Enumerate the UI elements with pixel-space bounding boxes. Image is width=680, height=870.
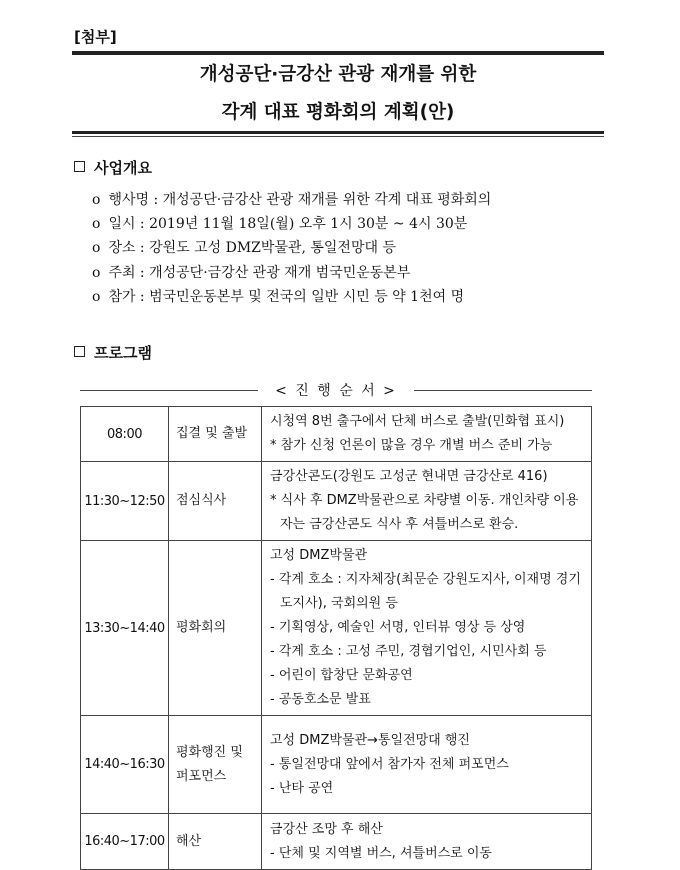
name-cell: 점심식사 xyxy=(169,462,262,541)
desc-cell: 금강산 조망 후 해산 - 단체 및 지역별 버스, 셔틀버스로 이동 xyxy=(262,814,592,870)
table-row xyxy=(81,462,592,541)
program-table-title: < 진 행 순 서 > xyxy=(275,383,397,399)
name-cell: 해산 xyxy=(169,814,262,870)
overview-item: o 행사명 : 개성공단·금강산 관광 재개를 위한 각계 대표 평화회의 xyxy=(92,192,492,208)
title-rule-top xyxy=(72,51,604,55)
table-row xyxy=(81,814,592,870)
overview-heading xyxy=(74,157,152,178)
overview-item: o 주최 : 개성공단·금강산 관광 재개 범국민운동본부 xyxy=(92,265,411,281)
overview-item: o 일시 : 2019년 11월 18일(월) 오후 1시 30분 ~ 4시 30분 xyxy=(92,216,468,232)
name-cell: 평화행진 및 퍼포먼스 xyxy=(169,716,262,814)
name-cell: 평화회의 xyxy=(169,541,262,716)
program-heading xyxy=(74,342,152,363)
square-bullet-icon xyxy=(74,346,85,357)
time-cell: 11:30~12:50 xyxy=(81,462,169,541)
title-line-1: 개성공단·금강산 관광 재개를 위한 xyxy=(199,64,477,85)
overview-item: o 참가 : 범국민운동본부 및 전국의 일반 시민 등 약 1천여 명 xyxy=(92,289,465,305)
table-row xyxy=(81,407,592,462)
desc-cell: 금강산콘도(강원도 고성군 현내면 금강산로 416) * 식사 후 DMZ박물관으로 차량별 이동. 개인차량 이용 자는 금강산콘도 식사 후 셔틀버스로 환승. xyxy=(262,462,592,541)
table-row xyxy=(81,716,592,814)
square-bullet-icon xyxy=(74,161,85,172)
time-cell: 14:40~16:30 xyxy=(81,716,169,814)
table-row xyxy=(81,541,592,716)
title-rule-bottom xyxy=(72,131,604,134)
attachment-label: [첨부] xyxy=(74,28,117,46)
desc-cell: 고성 DMZ박물관→통일전망대 행진 - 통일전망대 앞에서 참가자 전체 퍼포먼스 - 난타 공연 xyxy=(262,716,592,814)
program-table xyxy=(80,406,592,870)
time-cell: 13:30~14:40 xyxy=(81,541,169,716)
name-cell: 집결 및 출발 xyxy=(169,407,262,462)
program-heading-text: 프로그램 xyxy=(94,344,152,362)
overview-item: o 장소 : 강원도 고성 DMZ박물관, 통일전망대 등 xyxy=(92,240,396,256)
program-table-header xyxy=(80,380,592,400)
desc-cell: 고성 DMZ박물관 - 각계 호소 : 지자체장(최문순 강원도지사, 이재명 경기 도지사), 국회의원 등 - 기획영상, 예술인 서명, 인터뷰 영상 등 상영 - 각계 호소 : 고성 주민, 경협기업인, 시민사회 등 - 어린이 합창단 문화공연 - 공동호소문 발표 xyxy=(262,541,592,716)
desc-cell: 시청역 8번 출구에서 단체 버스로 출발(민화협 표시) * 참가 신청 언론이 많을 경우 개별 버스 준비 가능 xyxy=(262,407,592,462)
title-line-2: 각계 대표 평화회의 계획(안) xyxy=(221,102,455,123)
overview-heading-text: 사업개요 xyxy=(94,159,152,177)
time-cell: 16:40~17:00 xyxy=(81,814,169,870)
title-rule-thin xyxy=(72,136,604,137)
time-cell: 08:00 xyxy=(81,407,169,462)
